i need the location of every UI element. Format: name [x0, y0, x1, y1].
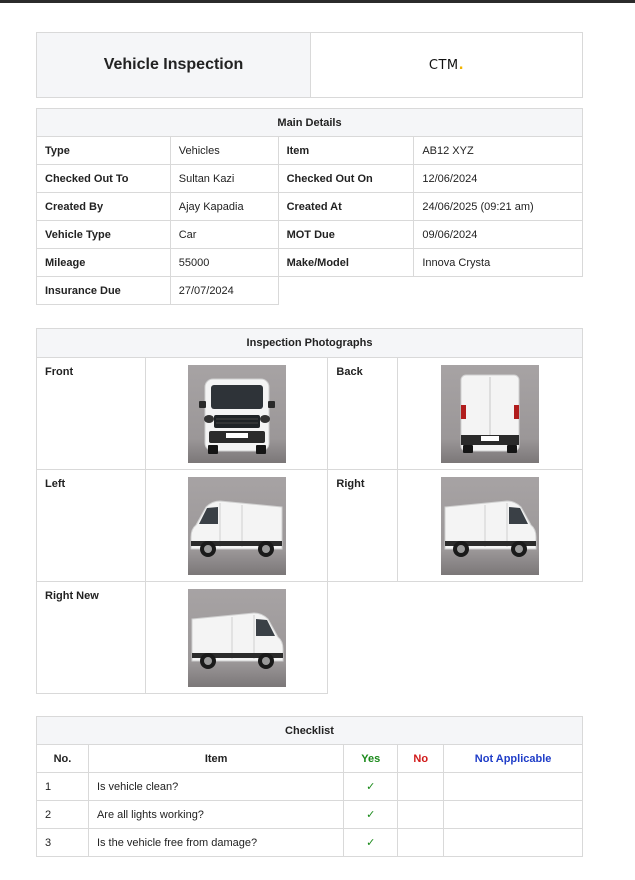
detail-value: 12/06/2024 — [414, 165, 583, 193]
detail-label: Created At — [278, 193, 414, 221]
empty-cell — [278, 277, 582, 305]
detail-row — [37, 137, 583, 165]
detail-row — [37, 165, 583, 193]
logo-text: CTM — [428, 57, 459, 73]
detail-value: Sultan Kazi — [170, 165, 278, 193]
van-left-side-image[interactable] — [188, 477, 286, 575]
column-header-no-answer: No — [398, 745, 444, 773]
detail-label: MOT Due — [278, 221, 414, 249]
detail-label: Checked Out On — [278, 165, 414, 193]
detail-value: Innova Crysta — [414, 249, 583, 277]
photos-heading: Inspection Photographs — [37, 329, 583, 358]
main-details-table — [36, 108, 583, 305]
checklist-item: Are all lights working? — [88, 801, 343, 829]
company-logo — [311, 33, 582, 97]
detail-value: Ajay Kapadia — [170, 193, 278, 221]
column-header-no: No. — [37, 745, 89, 773]
detail-value: 09/06/2024 — [414, 221, 583, 249]
table-row — [37, 773, 583, 801]
main-details-heading: Main Details — [37, 109, 583, 137]
detail-label: Item — [278, 137, 414, 165]
photo-label: Back — [328, 358, 398, 470]
column-header-yes: Yes — [344, 745, 398, 773]
detail-row — [37, 221, 583, 249]
photo-row — [37, 582, 583, 694]
empty-cell — [328, 582, 583, 694]
detail-value: 27/07/2024 — [170, 277, 278, 305]
van-back-image[interactable] — [441, 365, 539, 463]
photo-label: Front — [37, 358, 146, 470]
detail-label: Mileage — [37, 249, 171, 277]
van-right-side-image[interactable] — [188, 589, 286, 687]
checklist-table — [36, 716, 583, 857]
photo-row — [37, 470, 583, 582]
detail-label: Created By — [37, 193, 171, 221]
na-cell — [444, 773, 583, 801]
detail-label: Insurance Due — [37, 277, 171, 305]
na-cell — [444, 829, 583, 857]
photo-row — [37, 358, 583, 470]
photo-label: Left — [37, 470, 146, 582]
checklist-header-row — [37, 745, 583, 773]
detail-label: Vehicle Type — [37, 221, 171, 249]
detail-value: AB12 XYZ — [414, 137, 583, 165]
column-header-not-applicable: Not Applicable — [444, 745, 583, 773]
detail-label: Make/Model — [278, 249, 414, 277]
detail-label: Checked Out To — [37, 165, 171, 193]
detail-row — [37, 277, 583, 305]
na-cell — [444, 801, 583, 829]
table-row — [37, 829, 583, 857]
document-header — [36, 32, 583, 98]
check-icon: ✓ — [344, 801, 398, 829]
row-number: 3 — [37, 829, 89, 857]
check-icon: ✓ — [344, 773, 398, 801]
checklist-item: Is the vehicle free from damage? — [88, 829, 343, 857]
van-right-side-image[interactable] — [441, 477, 539, 575]
photo-label: Right New — [37, 582, 146, 694]
photo-label: Right — [328, 470, 398, 582]
checklist-item: Is vehicle clean? — [88, 773, 343, 801]
detail-row — [37, 193, 583, 221]
detail-value: Vehicles — [170, 137, 278, 165]
logo-dot: . — [458, 57, 465, 73]
detail-row — [37, 249, 583, 277]
no-cell — [398, 801, 444, 829]
row-number: 2 — [37, 801, 89, 829]
column-header-item: Item — [88, 745, 343, 773]
no-cell — [398, 773, 444, 801]
table-row — [37, 801, 583, 829]
detail-value: 24/06/2025 (09:21 am) — [414, 193, 583, 221]
detail-label: Type — [37, 137, 171, 165]
no-cell — [398, 829, 444, 857]
check-icon: ✓ — [344, 829, 398, 857]
detail-value: 55000 — [170, 249, 278, 277]
checklist-heading: Checklist — [37, 717, 583, 745]
top-border — [0, 0, 635, 3]
row-number: 1 — [37, 773, 89, 801]
document-title: Vehicle Inspection — [37, 33, 311, 97]
inspection-photos-table — [36, 328, 583, 694]
van-front-image[interactable] — [188, 365, 286, 463]
detail-value: Car — [170, 221, 278, 249]
